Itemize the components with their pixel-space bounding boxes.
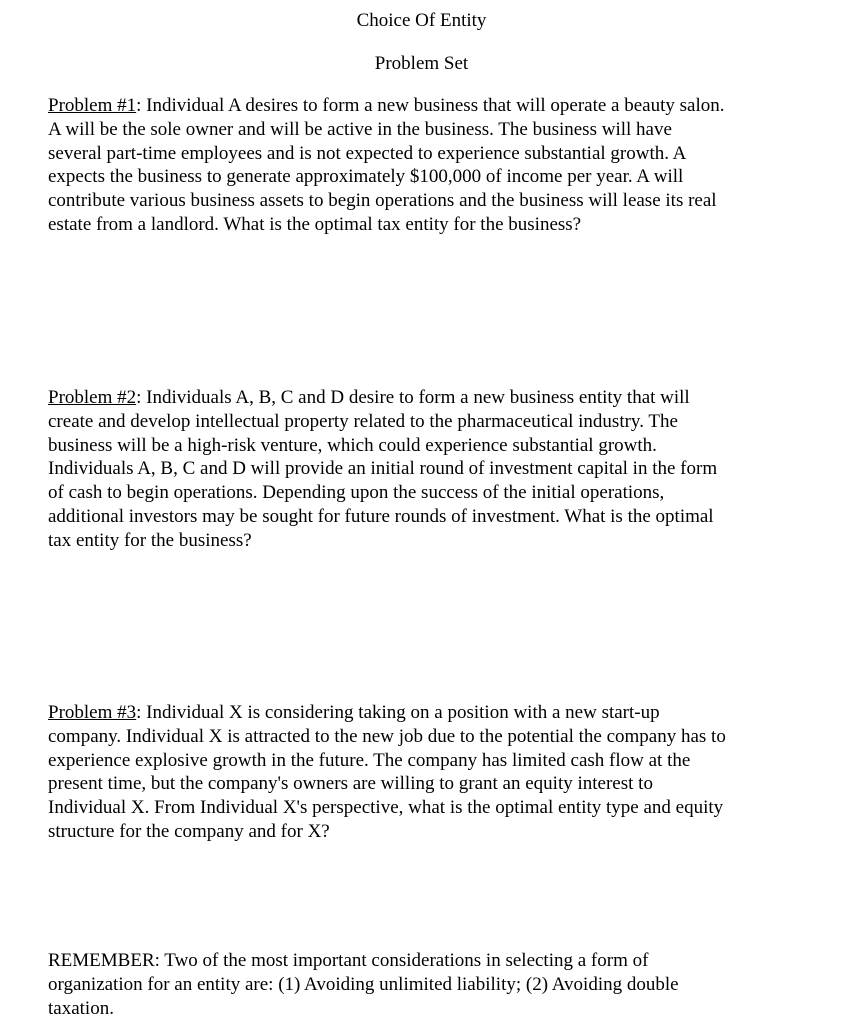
problem-3-line-2: company. Individual X is attracted to the new job due to the potential the company has to bbox=[48, 725, 726, 747]
problem-1-line-5: contribute various business assets to begin operations and the business will lease its real bbox=[48, 190, 717, 212]
remember-line-2: organization for an entity are: (1) Avoiding unlimited liability; (2) Avoiding double bbox=[48, 973, 679, 995]
remember-note bbox=[48, 949, 828, 1020]
problem-2-line-3: business will be a high-risk venture, which could experience substantial growth. bbox=[48, 434, 657, 456]
remember-line-1: REMEMBER: Two of the most important considerations in selecting a form of bbox=[48, 950, 649, 971]
problem-3-label: Problem #3 bbox=[48, 702, 137, 723]
problem-3-line-6: structure for the company and for X? bbox=[48, 820, 330, 842]
problem-3-paragraph bbox=[48, 701, 828, 844]
remember-line-3: taxation. bbox=[48, 997, 114, 1019]
problem-1-line-4: expects the business to generate approximately $100,000 of income per year. A will bbox=[48, 166, 684, 188]
problem-1-paragraph bbox=[48, 94, 828, 237]
problem-1-label: Problem #1 bbox=[48, 95, 137, 116]
problem-1-line-1 bbox=[48, 94, 828, 118]
problem-3-line-3: experience explosive growth in the future. The company has limited cash flow at the bbox=[48, 749, 691, 771]
problem-1-separator: : bbox=[136, 95, 147, 116]
problem-2-line-4: Individuals A, B, C and D will provide an initial round of investment capital in the form bbox=[48, 458, 718, 480]
problem-2-text: Individuals A, B, C and D desire to form a new business entity that will bbox=[146, 387, 690, 408]
problem-3-line-4: present time, but the company's owners are willing to grant an equity interest to bbox=[48, 773, 653, 795]
problem-2-label: Problem #2 bbox=[48, 387, 137, 408]
problem-1-text: Individual A desires to form a new business that will operate a beauty salon. bbox=[146, 95, 725, 116]
problem-3-line-1 bbox=[48, 701, 828, 725]
document-title: Choice Of Entity bbox=[356, 10, 487, 31]
problem-2-line-2: create and develop intellectual property related to the pharmaceutical industry. The bbox=[48, 410, 678, 432]
problem-2-line-1 bbox=[48, 386, 828, 410]
document-subtitle: Problem Set bbox=[374, 53, 469, 74]
problem-3-line-5: Individual X. From Individual X's perspective, what is the optimal entity type and equity bbox=[48, 797, 724, 819]
problem-1-line-6: estate from a landlord. What is the optimal tax entity for the business? bbox=[48, 213, 582, 235]
problem-2-line-5: of cash to begin operations. Depending upon the success of the initial operations, bbox=[48, 482, 665, 504]
problem-1-line-3: several part-time employees and is not expected to experience substantial growth. A bbox=[48, 142, 687, 164]
problem-3-text: Individual X is considering taking on a position with a new start-up bbox=[146, 702, 660, 723]
problem-2-line-6: additional investors may be sought for future rounds of investment. What is the optimal bbox=[48, 505, 714, 527]
problem-1-line-2: A will be the sole owner and will be active in the business. The business will have bbox=[48, 118, 672, 140]
problem-2-separator: : bbox=[136, 387, 147, 408]
problem-3-separator: : bbox=[136, 702, 147, 723]
problem-2-line-7: tax entity for the business? bbox=[48, 529, 252, 551]
problem-2-paragraph bbox=[48, 386, 828, 553]
